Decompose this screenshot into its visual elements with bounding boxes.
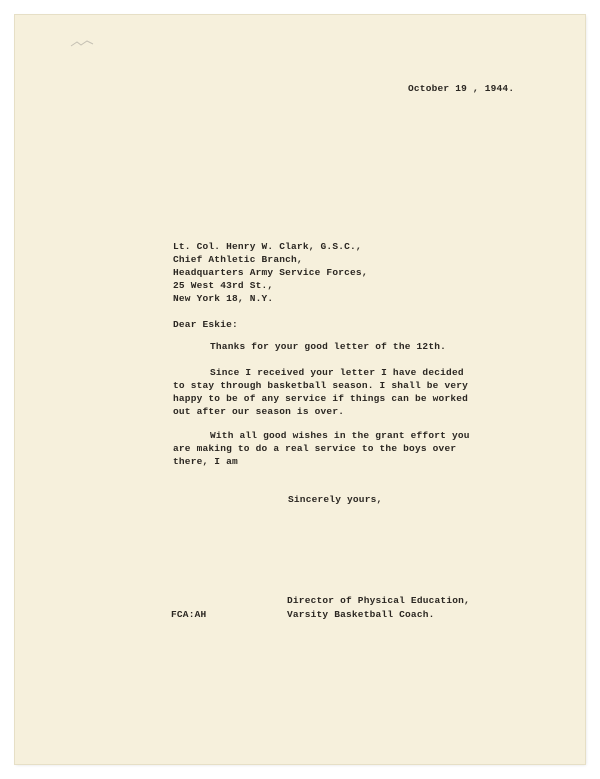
address-line-3: Headquarters Army Service Forces,: [173, 267, 368, 278]
paragraph-2-line-1: Since I received your letter I have decided: [210, 367, 464, 378]
paragraph-2-line-3: happy to be of any service if things can be worked: [173, 393, 469, 404]
paragraph-3-line-3: there, I am: [173, 456, 238, 467]
letter-page: [15, 15, 585, 764]
paragraph-3-line-1: With all good wishes in the grant effort you: [210, 430, 470, 441]
address-line-5: New York 18, N.Y.: [173, 293, 274, 304]
paragraph-2-line-2: to stay through basketball season. I shall be very: [173, 380, 469, 391]
reference-initials: FCA:AH: [171, 609, 207, 620]
signature-title-line-1: Director of Physical Education,: [287, 595, 470, 606]
salutation: Dear Eskie:: [173, 319, 238, 330]
address-line-1: Lt. Col. Henry W. Clark, G.S.C.,: [173, 241, 362, 252]
address-line-2: Chief Athletic Branch,: [173, 254, 303, 265]
address-line-4: 25 West 43rd St.,: [173, 280, 274, 291]
letter-date: October 19 , 1944.: [408, 83, 515, 94]
closing: Sincerely yours,: [288, 494, 383, 505]
paragraph-2-line-4: out after our season is over.: [173, 406, 345, 417]
signature-title-line-2: Varsity Basketball Coach.: [287, 609, 435, 620]
pencil-mark: [69, 38, 97, 50]
paragraph-1-line-1: Thanks for your good letter of the 12th.: [210, 341, 447, 352]
paragraph-3-line-2: are making to do a real service to the boys over: [173, 443, 457, 454]
